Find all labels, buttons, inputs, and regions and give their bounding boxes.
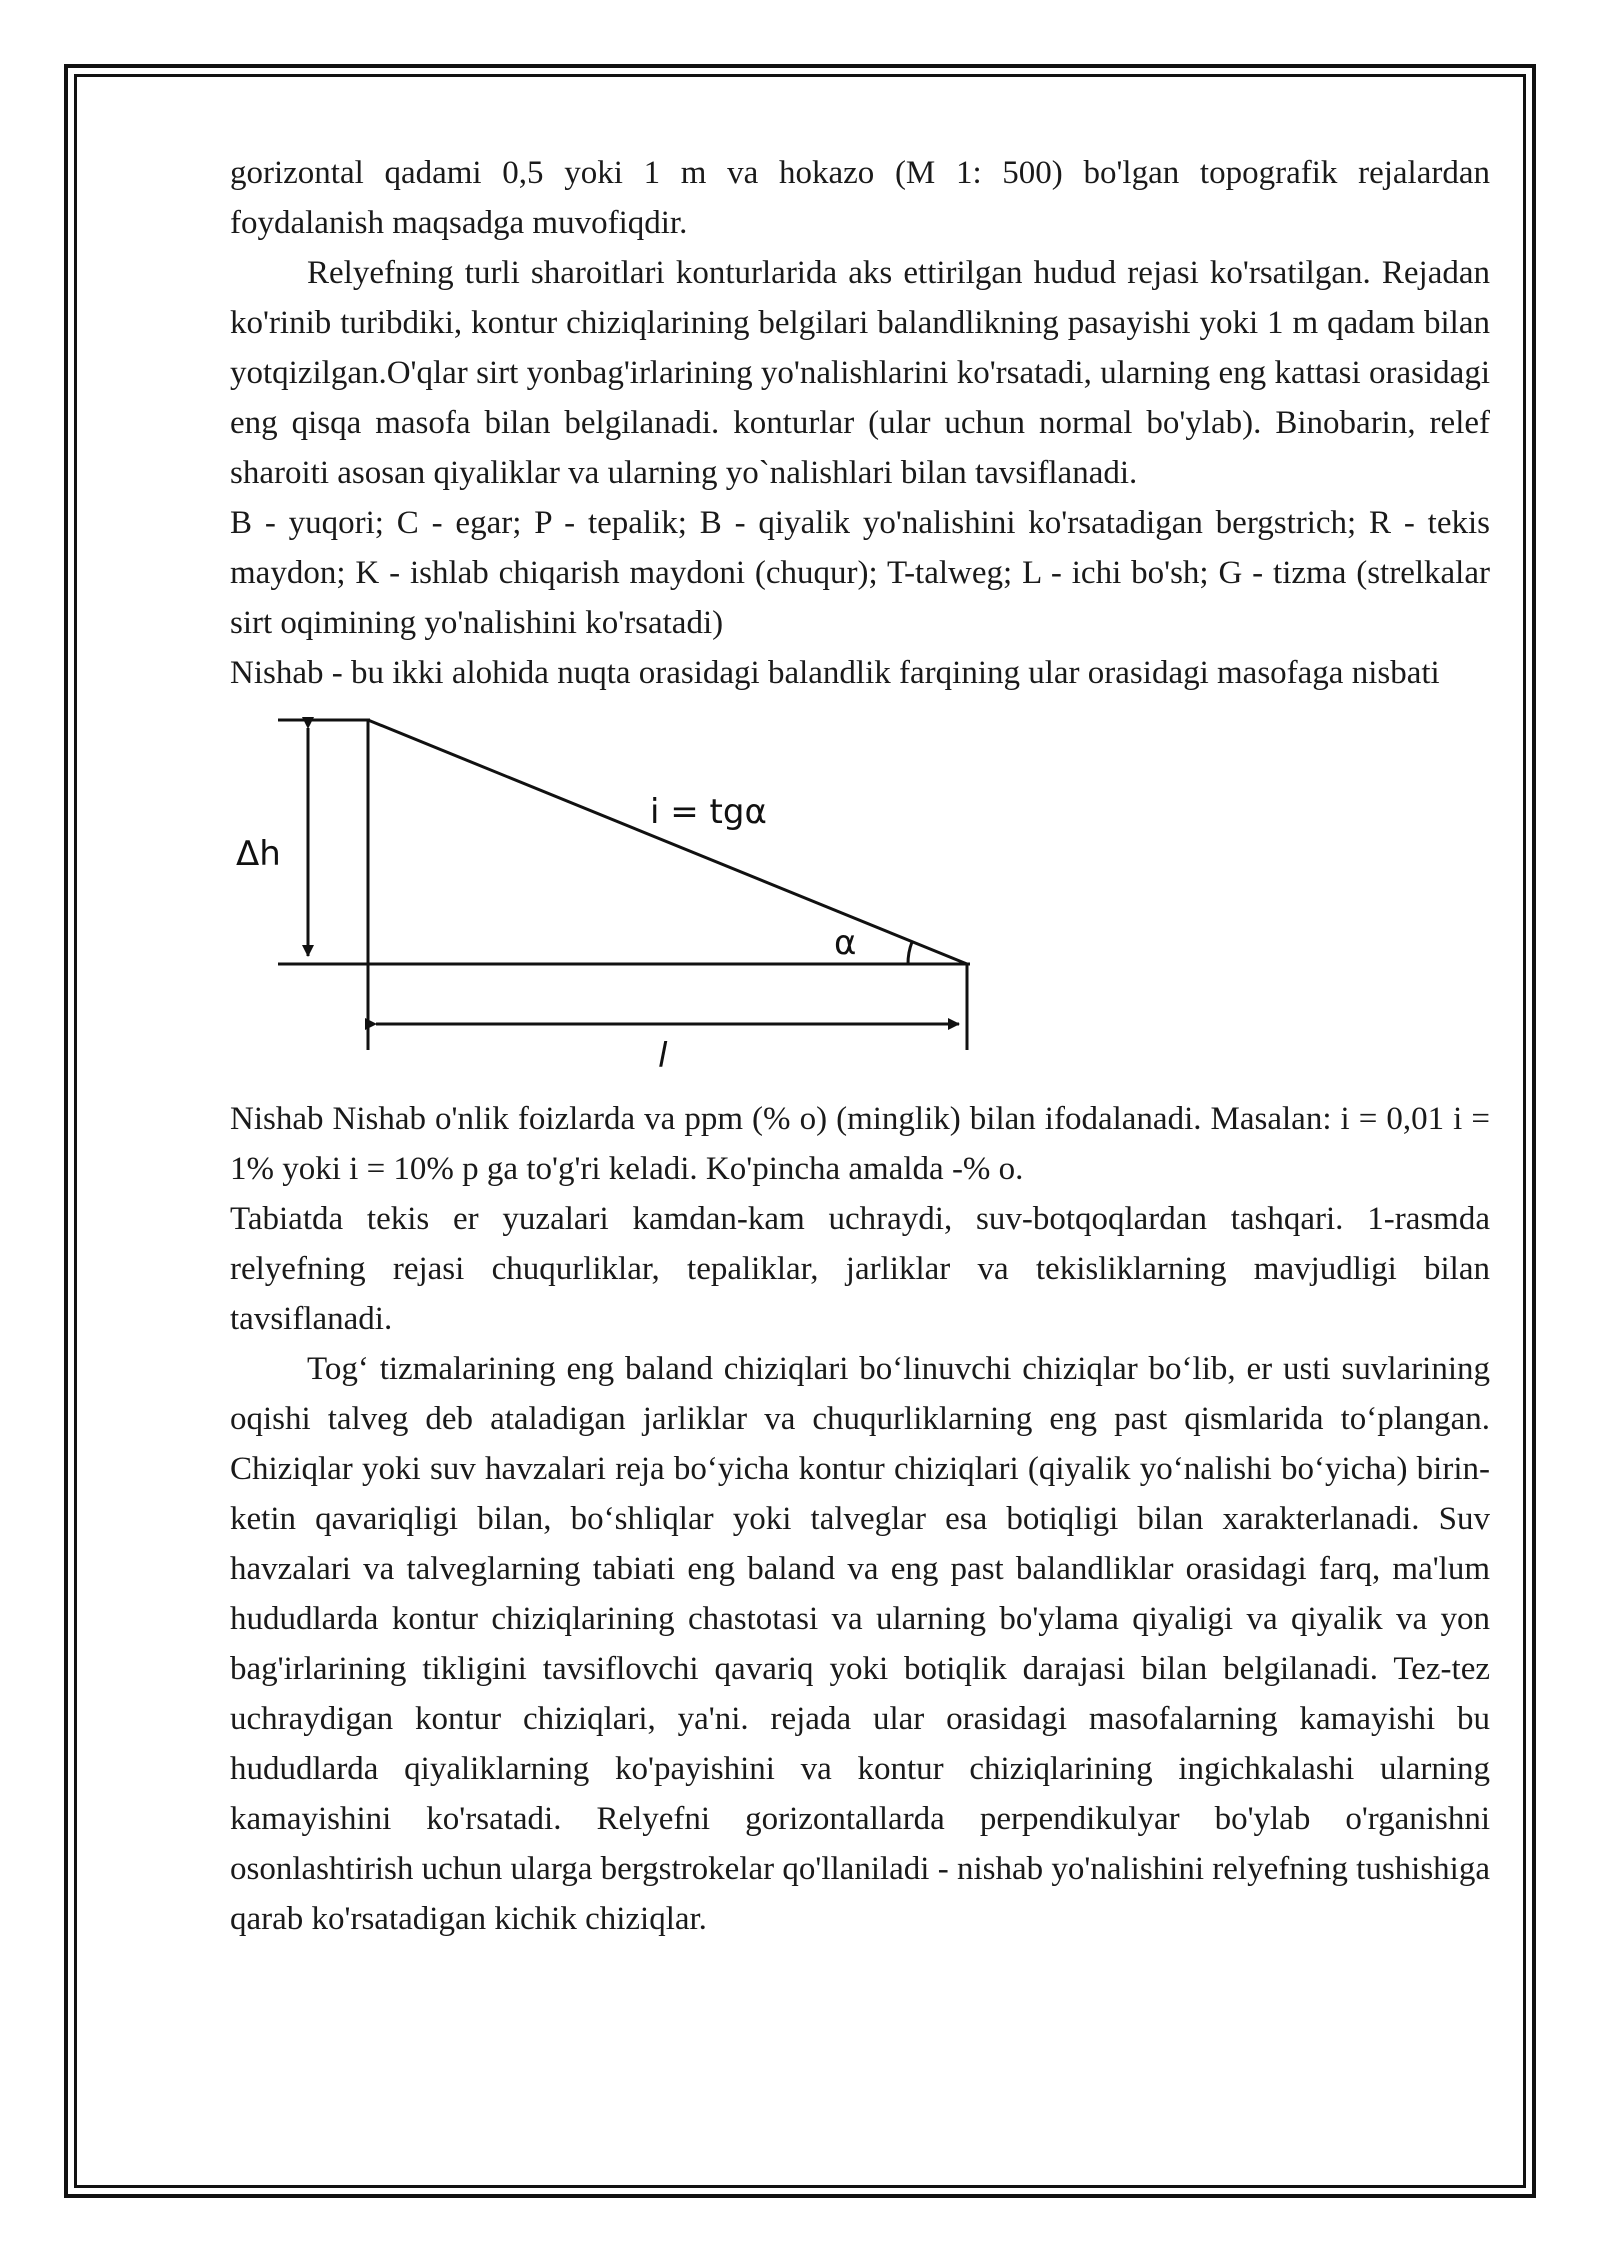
hypotenuse [368,720,967,964]
paragraph-6: Tabiatda tekis er yuzalari kamdan-kam uchraydi, suv-botqoqlardan tashqari. 1-rasmda relyefning rejasi chuqurliklar, tepaliklar, jarliklar va tekisliklarning mavjudligi bilan tavsiflanadi. [230,1201,1490,1337]
paragraph-1: gorizontal qadami 0,5 yoki 1 m va hokazo (M 1: 500) bo'lgan topografik rejalardan foydalanish maqsadga muvofiqdir. [230,155,1490,241]
angle-label: α [834,923,857,963]
length-label: l [658,1036,668,1076]
paragraph-3: B - yuqori; C - egar; P - tepalik; B - qiyalik yo'nalishini ko'rsatadigan bergstrich; R - tekis maydon; K - ishlab chiqarish maydoni (chuqur); T-talweg; L - ichi bo'sh; G - tizma (strelkalar sirt oqimining yo'nalishini ko'rsatadi) [230,505,1490,641]
paragraph-5: Nishab Nishab o'nlik foizlarda va ppm (% o) (minglik) bilan ifodalanadi. Masalan: i = 0,01 i = 1% yoki i = 10% p ga to'g'ri keladi. Ko'pincha amalda -% o. [230,1101,1490,1187]
page-content [230,148,1490,1944]
paragraph-4: Nishab - bu ikki alohida nuqta orasidagi balandlik farqining ular orasidagi masofaga nisbati [230,655,1440,691]
height-label: Δh [236,834,281,874]
paragraph-7: Tog‘ tizmalarining eng baland chiziqlari bo‘linuvchi chiziqlar bo‘lib, er usti suvlarining oqishi talveg deb ataladigan jarliklar va chuqurliklarning eng past qismlarida to‘plangan. Chiziqlar yoki suv havzalari reja bo‘yicha kontur chiziqlari (qiyalik yo‘nalishi bo‘yicha) birin-ketin qavariqligi bilan, bo‘shliqlar yoki talveglar esa botiqligi bilan xarakterlanadi. Suv havzalari va talveglarning tabiati eng baland va eng past balandliklar orasidagi farq, ma'lum hududlarda kontur chiziqlarining chastotasi va ularning bo'ylama qiyaligi va qiyalik va yon bag'irlarining tikligini tavsiflovchi qavariq yoki botiqlik darajasi bilan belgilanadi. Tez-tez uchraydigan kontur chiziqlari, ya'ni. rejada ular orasidagi masofalarning kamayishi bu hududlarda qiyaliklarning ko'payishini va kontur chiziqlarining ingichkalashi ularning kamayishini ko'rsatadi. Relyefni gorizontallarda perpendikulyar bo'ylab o'rganishni osonlashtirish uchun ularga bergstrokelar qo'llaniladi - nishab yo'nalishini relyefning tushishiga qarab ko'rsatadigan kichik chiziqlar. [230,1351,1490,1937]
slope-diagram-svg [230,698,1010,1094]
slope-diagram [230,698,1490,1094]
paragraph-2: Relyefning turli sharoitlari konturlarida aks ettirilgan hudud rejasi ko'rsatilgan. Rejadan ko'rinib turibdiki, kontur chiziqlarining belgilari balandlikning pasayishi yoki 1 m qadam bilan yotqizilgan.O'qlar sirt yonbag'irlarining yo'nalishlarini ko'rsatadi, ularning eng kattasi orasidagi eng qisqa masofa bilan belgilanadi. konturlar (ular uchun normal bo'ylab). Binobarin, relef sharoiti asosan qiyaliklar va ularning yo`nalishlari bilan tavsiflanadi. [230,255,1490,491]
angle-arc [908,942,912,964]
formula-label: i = tgα [650,792,767,832]
